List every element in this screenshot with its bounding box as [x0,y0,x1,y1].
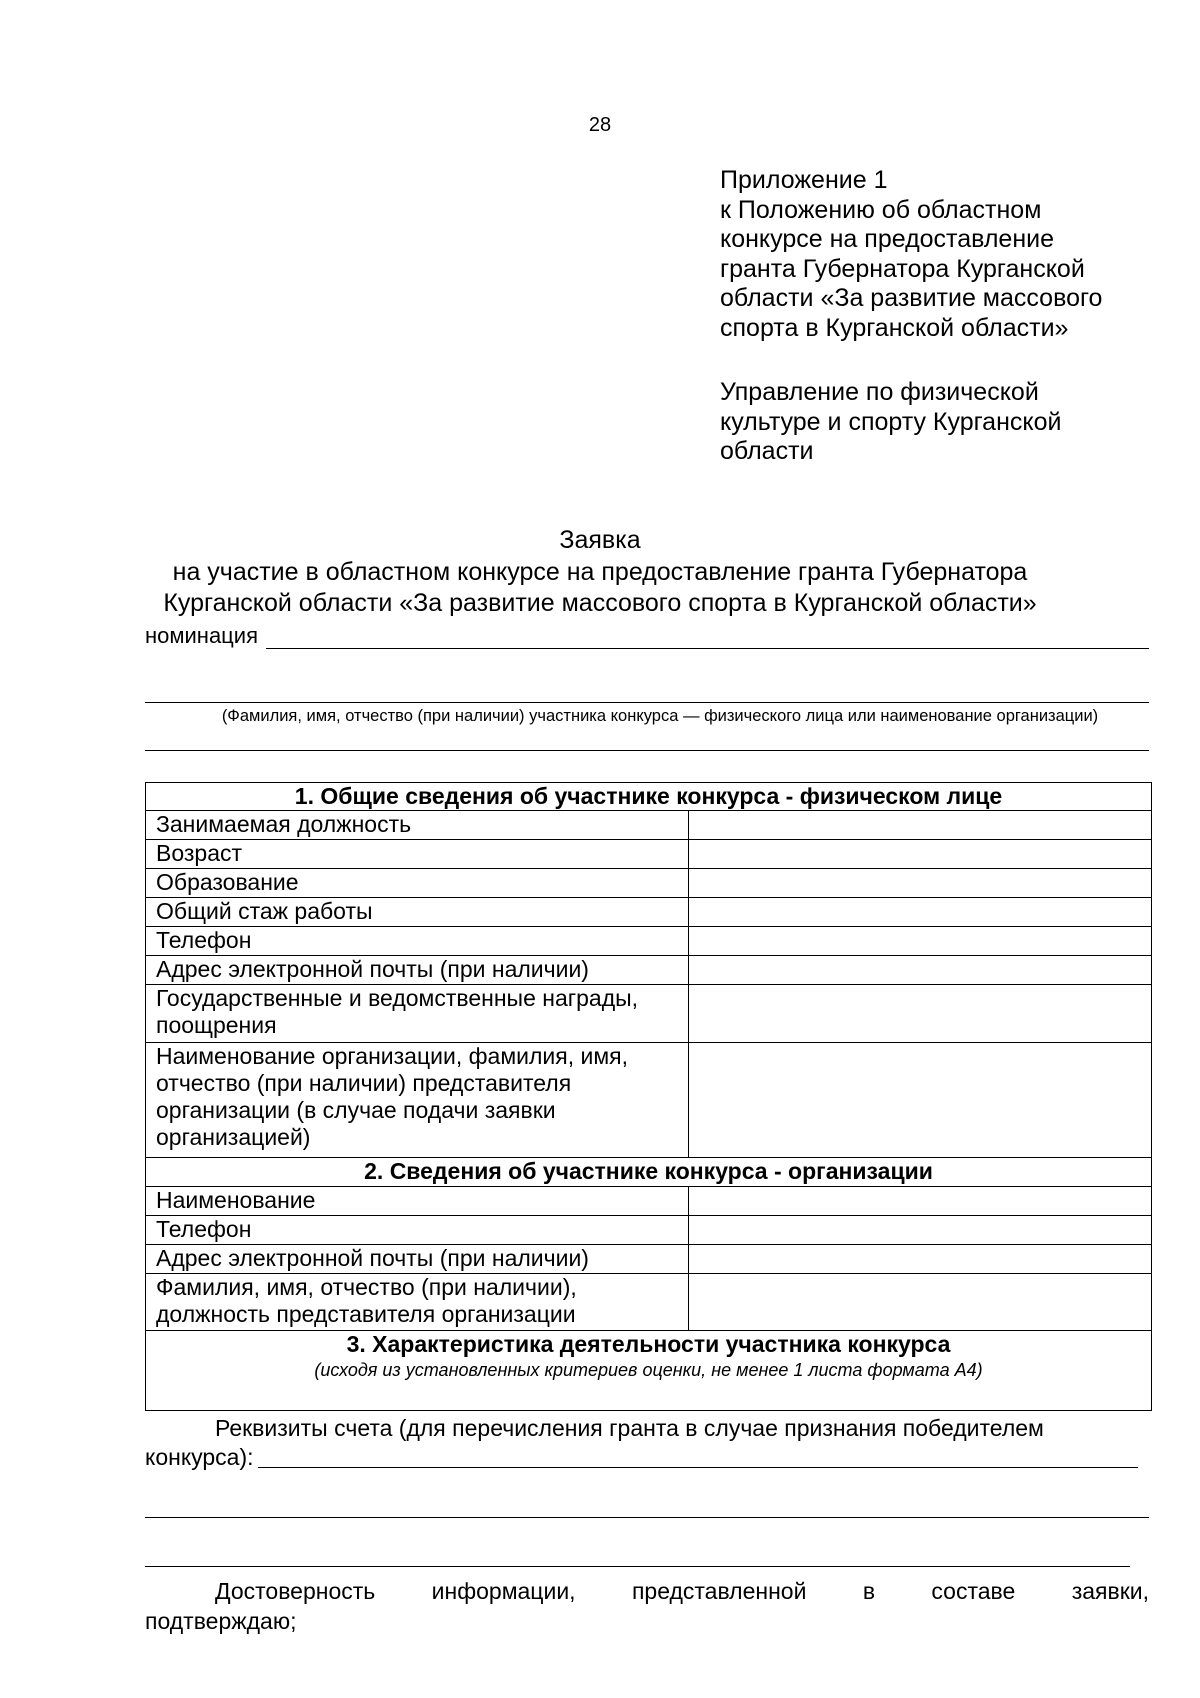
requisites-line-2[interactable] [145,1517,1149,1518]
form-subtitle-line1: на участие в областном конкурсе на предоставление гранта Губернатора [172,558,1028,586]
appendix-line: области «За развитие массового [720,284,1103,312]
confirmation-word: представленной [631,1578,807,1604]
row-label: Государственные и ведомственные награды, поощрения [146,985,689,1043]
section-3-note: (исходя из установленных критериев оценки, не менее 1 листа формата А4) [314,1360,983,1380]
form-title: Заявка [559,526,641,554]
table-row [146,1245,1152,1274]
row-label: Возраст [146,840,689,869]
requisites-text: Реквизиты счета (для перечисления гранта в случае признания победителем [215,1415,1044,1441]
table-row [146,956,1152,985]
row-label: Телефон [146,927,689,956]
appendix-line: к Положению об областном [720,195,1042,224]
page-number: 28 [588,114,612,136]
table-row [146,927,1152,956]
participant-name-line-2[interactable] [145,750,1149,751]
row-value-cell[interactable] [689,956,1152,985]
addressee-line: культуре и спорту Курганской [720,407,1062,436]
addressee-block [720,378,1180,467]
row-value-cell[interactable] [689,811,1152,840]
table-row [146,898,1152,927]
row-label: Образование [146,869,689,898]
row-value-cell[interactable] [689,1187,1152,1216]
appendix-line: Приложение 1 [720,166,888,194]
application-table [145,782,1152,1411]
appendix-line: конкурсе на предоставление [720,225,1055,253]
row-label: Фамилия, имя, отчество (при наличии), должность представителя организации [146,1274,689,1331]
confirmation-word: составе [931,1578,1016,1604]
table-row [146,840,1152,869]
confirmation-word: информации, [431,1578,576,1604]
nomination-label: номинация [145,623,258,648]
confirmation-line-1 [215,1577,1149,1606]
table-row [146,1274,1152,1331]
row-label: Занимаемая должность [146,811,689,840]
section-3-block[interactable] [146,1331,1152,1411]
requisites-text-2: конкурса): [145,1444,254,1470]
row-value-cell[interactable] [689,1245,1152,1274]
row-value-cell[interactable] [689,869,1152,898]
requisites-line-1[interactable] [258,1467,1138,1468]
appendix-block [720,166,1180,343]
row-value-cell[interactable] [689,985,1152,1043]
table-row [146,811,1152,840]
row-value-cell[interactable] [689,1043,1152,1158]
row-value-cell[interactable] [689,1216,1152,1245]
participant-name-line[interactable] [145,702,1149,703]
table-row [146,1043,1152,1158]
confirmation-line-2: подтверждаю; [145,1608,297,1634]
appendix-line: гранта Губернатора Курганской [720,254,1085,283]
row-label: Наименование [146,1187,689,1216]
form-subtitle-line2: Курганской области «За развитие массового спорта в Курганской области» [163,589,1037,617]
confirmation-word: Достоверность [215,1578,376,1604]
addressee-line: области [720,437,814,465]
confirmation-word: в [862,1578,876,1604]
row-label: Телефон [146,1216,689,1245]
confirmation-word: заявки, [1071,1578,1149,1604]
requisites-line-3[interactable] [145,1566,1130,1567]
row-label: Общий стаж работы [146,898,689,927]
row-value-cell[interactable] [689,840,1152,869]
row-value-cell[interactable] [689,898,1152,927]
table-row [146,869,1152,898]
addressee-line: Управление по физической [720,378,1039,406]
section-3-title: 3. Характеристика деятельности участника конкурса [346,1331,951,1357]
nomination-field-line[interactable] [266,648,1149,649]
section-1-title: 1. Общие сведения об участнике конкурса - физическом лице [146,783,1152,811]
table-row [146,1216,1152,1245]
table-row [146,985,1152,1043]
appendix-line: спорта в Курганской области» [720,313,1069,342]
table-row [146,1187,1152,1216]
participant-name-caption: (Фамилия, имя, отчество (при наличии) участника конкурса — физического лица или наименование организации) [221,707,1099,725]
row-label: Адрес электронной почты (при наличии) [146,1245,689,1274]
row-label: Наименование организации, фамилия, имя, отчество (при наличии) представителя организации (в случае подачи заявки организацией) [146,1043,689,1158]
section-2-title: 2. Сведения об участнике конкурса - организации [146,1158,1152,1187]
row-value-cell[interactable] [689,1274,1152,1331]
row-value-cell[interactable] [689,927,1152,956]
row-label: Адрес электронной почты (при наличии) [146,956,689,985]
